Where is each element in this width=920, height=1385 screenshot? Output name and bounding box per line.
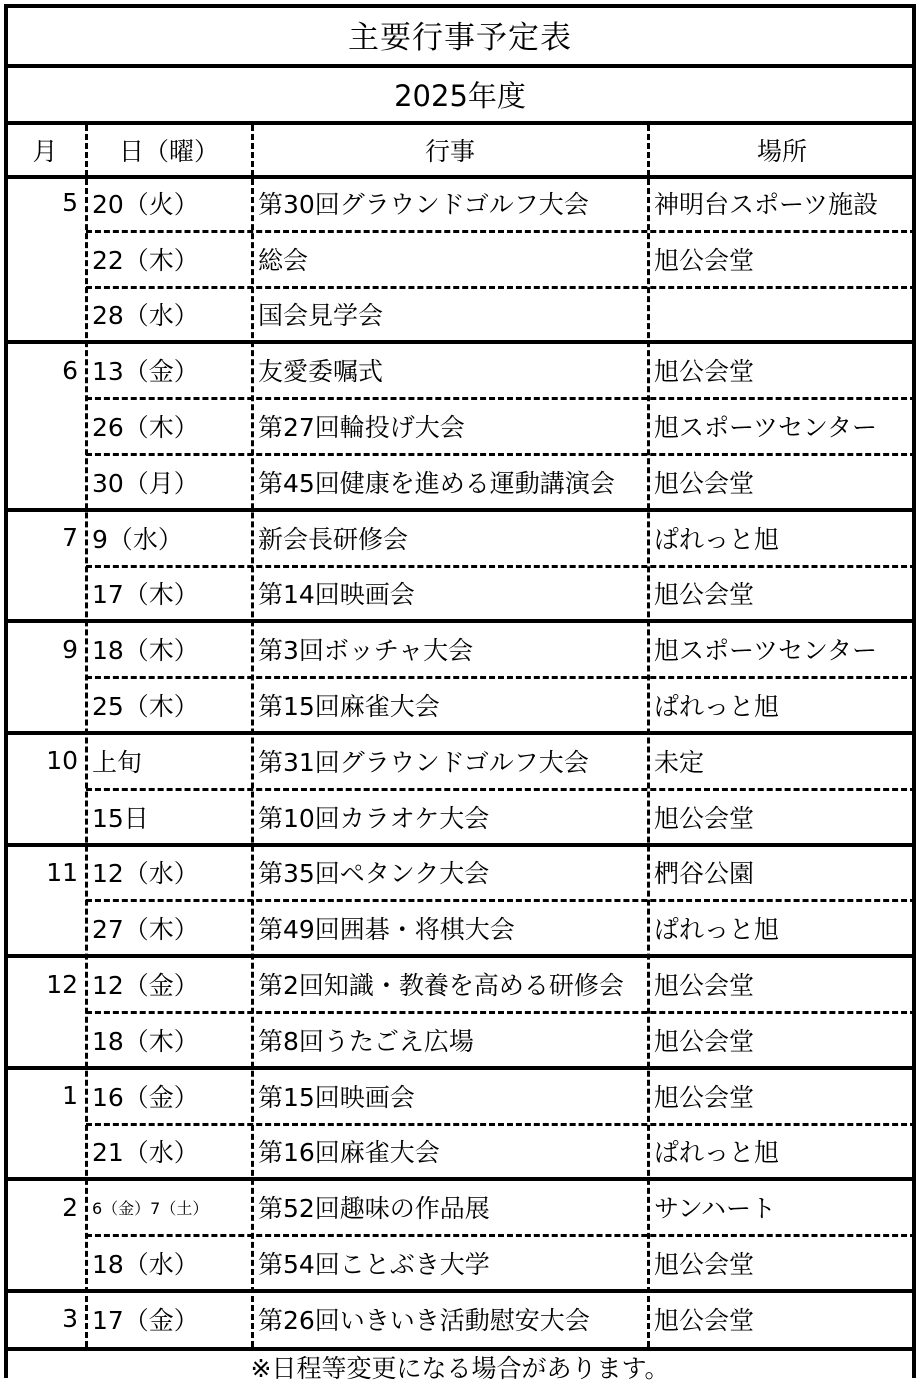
month-cell: 10 bbox=[46, 746, 78, 776]
date-cell: 16（金） bbox=[92, 1082, 199, 1112]
date-cell: 上旬 bbox=[92, 747, 143, 777]
fiscal-year: 2025年度 bbox=[4, 64, 916, 121]
event-cell: 第27回輪投げ大会 bbox=[258, 413, 465, 443]
date-cell: 17（金） bbox=[92, 1305, 199, 1335]
page-title: 主要行事予定表 bbox=[348, 19, 572, 56]
place-cell: サンハート bbox=[654, 1194, 777, 1224]
event-cell: 第35回ペタンク大会 bbox=[258, 859, 490, 889]
header-date: 日（曜） bbox=[118, 137, 219, 166]
event-cell: 第16回麻雀大会 bbox=[258, 1138, 440, 1168]
event-cell: 第52回趣味の作品展 bbox=[258, 1194, 490, 1224]
place-cell: 旭公会堂 bbox=[654, 468, 755, 498]
header-month: 月 bbox=[32, 137, 58, 166]
event-cell: 第15回麻雀大会 bbox=[258, 692, 440, 722]
date-cell: 25（木） bbox=[92, 692, 199, 722]
month-cell: 9 bbox=[62, 634, 78, 664]
date-cell: 9（水） bbox=[92, 524, 183, 554]
date-cell: 17（木） bbox=[92, 580, 199, 610]
place-cell: ぱれっと旭 bbox=[654, 524, 780, 554]
place-cell: 椚谷公園 bbox=[654, 859, 755, 889]
table-header bbox=[4, 121, 916, 175]
event-cell: 第54回ことぶき大学 bbox=[258, 1250, 490, 1280]
place-cell: 旭公会堂 bbox=[654, 1250, 755, 1280]
date-cell: 21（水） bbox=[92, 1138, 199, 1168]
date-cell: 12（金） bbox=[92, 971, 199, 1001]
place-cell: 旭スポーツセンター bbox=[654, 636, 878, 666]
event-cell: 総会 bbox=[258, 245, 309, 275]
footer-note: ※日程等変更になる場合があります。 bbox=[4, 1347, 916, 1382]
event-cell: 第14回映画会 bbox=[258, 580, 415, 610]
event-cell: 新会長研修会 bbox=[258, 524, 409, 554]
date-cell: 18（水） bbox=[92, 1250, 199, 1280]
month-cell: 7 bbox=[62, 523, 78, 553]
place-cell: ぱれっと旭 bbox=[654, 1138, 780, 1168]
date-cell: 6（金）7（土） bbox=[92, 1198, 209, 1218]
column-divider bbox=[85, 125, 88, 1347]
month-cell: 2 bbox=[62, 1192, 78, 1222]
place-cell: ぱれっと旭 bbox=[654, 692, 780, 722]
date-cell: 26（木） bbox=[92, 413, 199, 443]
column-divider bbox=[251, 125, 254, 1347]
place-cell: 旭公会堂 bbox=[654, 1026, 755, 1056]
place-cell: 旭公会堂 bbox=[654, 1082, 755, 1112]
header-divider bbox=[4, 175, 916, 179]
place-cell: 旭公会堂 bbox=[654, 803, 755, 833]
event-cell: 友愛委嘱式 bbox=[258, 357, 384, 387]
place-cell: 未定 bbox=[654, 747, 705, 777]
date-cell: 28（水） bbox=[92, 301, 199, 331]
month-cell: 6 bbox=[62, 355, 78, 385]
date-cell: 13（金） bbox=[92, 357, 199, 387]
place-cell: 旭公会堂 bbox=[654, 245, 755, 275]
date-cell: 15日 bbox=[92, 803, 149, 833]
month-cell: 5 bbox=[62, 188, 78, 218]
place-cell bbox=[654, 287, 916, 343]
place-cell: 神明台スポーツ施設 bbox=[654, 189, 879, 219]
event-cell: 第30回グラウンドゴルフ大会 bbox=[258, 189, 589, 219]
month-cell: 1 bbox=[62, 1081, 78, 1111]
date-cell: 22（木） bbox=[92, 245, 199, 275]
event-cell: 第10回カラオケ大会 bbox=[258, 803, 490, 833]
place-cell: 旭公会堂 bbox=[654, 357, 755, 387]
place-cell: ぱれっと旭 bbox=[654, 915, 780, 945]
event-cell: 国会見学会 bbox=[258, 301, 384, 331]
date-cell: 18（木） bbox=[92, 636, 199, 666]
date-cell: 20（火） bbox=[92, 189, 199, 219]
event-cell: 第31回グラウンドゴルフ大会 bbox=[258, 747, 589, 777]
event-cell: 第45回健康を進める運動講演会 bbox=[258, 468, 615, 498]
date-cell: 27（木） bbox=[92, 915, 199, 945]
date-cell: 18（木） bbox=[92, 1026, 199, 1056]
place-cell: 旭スポーツセンター bbox=[654, 413, 878, 443]
header-place: 場所 bbox=[756, 137, 807, 166]
event-cell: 第8回うたごえ広場 bbox=[258, 1026, 474, 1056]
date-cell: 30（月） bbox=[92, 468, 199, 498]
place-cell: 旭公会堂 bbox=[654, 971, 755, 1001]
header-event: 行事 bbox=[424, 137, 475, 166]
date-cell: 12（水） bbox=[92, 859, 199, 889]
month-cell: 3 bbox=[62, 1304, 78, 1334]
event-cell: 第26回いきいき活動慰安大会 bbox=[258, 1305, 590, 1335]
month-cell: 11 bbox=[46, 857, 78, 887]
place-cell: 旭公会堂 bbox=[654, 1305, 755, 1335]
month-cell: 12 bbox=[46, 969, 78, 999]
event-cell: 第3回ボッチャ大会 bbox=[258, 636, 474, 666]
event-cell: 第49回囲碁・将棋大会 bbox=[258, 915, 515, 945]
place-cell: 旭公会堂 bbox=[654, 580, 755, 610]
event-cell: 第2回知識・教養を高める研修会 bbox=[258, 971, 624, 1001]
event-cell: 第15回映画会 bbox=[258, 1082, 415, 1112]
column-divider bbox=[647, 125, 650, 1347]
